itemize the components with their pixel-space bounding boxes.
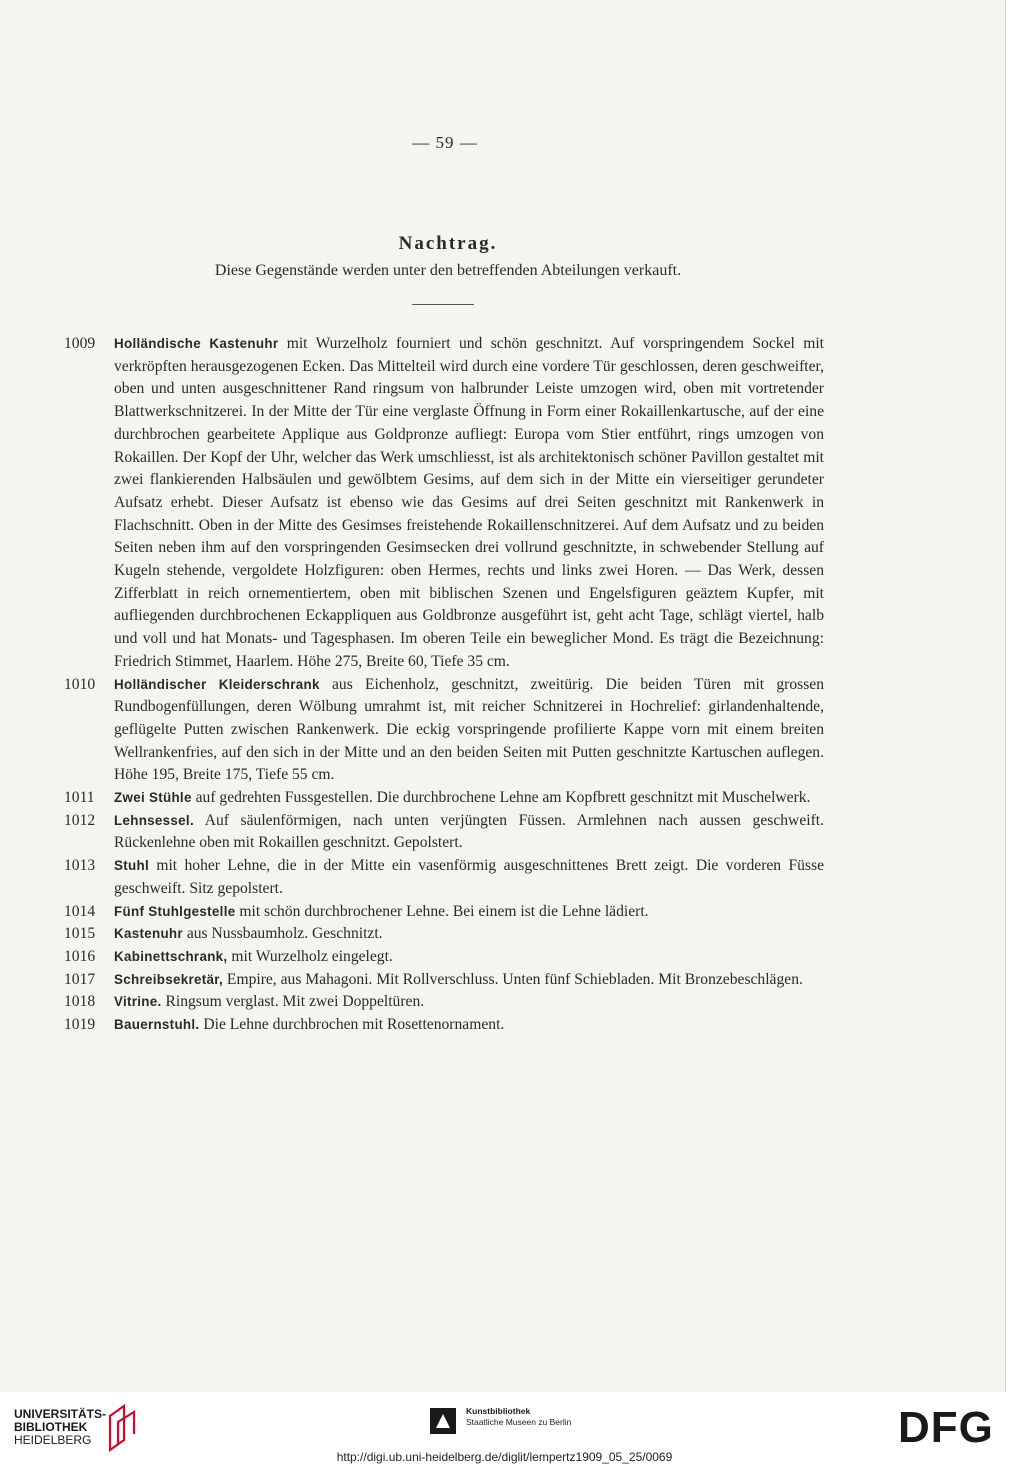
catalog-entry-1015 <box>64 923 824 946</box>
entry-text: Ringsum verglast. Mit zwei Doppeltüren. <box>161 993 425 1011</box>
entry-number: 1017 <box>64 970 96 988</box>
ub-logo-line: UNIVERSITÄTS- <box>14 1407 107 1421</box>
entry-text: Die Lehne durchbrochen mit Rosettenornament. <box>199 1016 505 1034</box>
entry-number: 1010 <box>64 675 96 693</box>
kunstbibliothek-logo-icon <box>430 1408 456 1434</box>
catalog-entry-1019 <box>64 1014 824 1037</box>
catalog-entry-1011 <box>64 787 824 810</box>
entry-number: 1011 <box>64 789 95 807</box>
entry-number: 1019 <box>64 1016 96 1034</box>
ub-heidelberg-logo-icon <box>104 1404 140 1452</box>
page-subheading: Diese Gegenstände werden unter den betreffenden Abteilungen verkauft. <box>214 262 682 279</box>
entry-title: Kabinettschrank, <box>114 948 228 964</box>
catalog-entry-1014 <box>64 901 824 924</box>
ub-heidelberg-logo[interactable] <box>14 1408 106 1447</box>
entry-number: 1012 <box>64 811 96 829</box>
catalog-entry-1016 <box>64 946 824 969</box>
entry-number: 1016 <box>64 947 96 965</box>
permalink-url[interactable]: http://digi.ub.uni-heidelberg.de/diglit/lempertz1909_05_25/0069 <box>336 1450 673 1464</box>
catalog-entry-1017 <box>64 969 824 992</box>
entry-number: 1018 <box>64 993 96 1011</box>
catalog-entries <box>64 333 824 1037</box>
kb-line: Kunstbibliothek <box>466 1406 531 1416</box>
entry-text: mit hoher Lehne, die in der Mitte ein vasenförmig ausgeschnittenes Brett zeigt. Die vorderen Füsse geschweift. Sitz gepolstert. <box>114 857 824 897</box>
catalog-entry-1018 <box>64 991 824 1014</box>
kunstbibliothek-text <box>466 1406 571 1428</box>
ub-logo-line: BIBLIOTHEK <box>14 1420 88 1434</box>
entry-text: aus Nussbaumholz. Geschnitzt. <box>182 925 383 943</box>
catalog-entry-1013 <box>64 855 824 900</box>
entry-text: mit Wurzelholz eingelegt. <box>227 947 393 965</box>
entry-title: Bauernstuhl. <box>114 1017 200 1033</box>
entry-title: Schreibsekretär, <box>114 971 224 987</box>
entry-title: Lehnsessel. <box>114 812 194 828</box>
catalog-entry-1010 <box>64 674 824 788</box>
ub-logo-line: HEIDELBERG <box>14 1433 92 1447</box>
entry-text: auf gedrehten Fussgestellen. Die durchbrochene Lehne am Kopfbrett geschnitzt mit Muschelwerk. <box>191 789 811 807</box>
entry-number: 1014 <box>64 902 96 920</box>
entry-title: Fünf Stuhlgestelle <box>114 903 236 919</box>
page-number: — 59 — <box>412 133 478 152</box>
catalog-entry-1012 <box>64 810 824 855</box>
entry-text: aus Eichenholz, geschnitzt, zweitürig. Die beiden Türen mit grossen Rundbogenfüllungen, deren Wölbung umrahmt ist, mit reicher Schnitzerei in Hochrelief: girlandenhaltende, geflügelte Putten zwischen Rankenwerk. Die eckig vorspringende profilierte Kappe vorn mit einem breiten Wellrankenfries, auf den sich in der Mitte und an den beiden Seiten mit Putten geschnitzte Kartuschen auflegen. Höhe 195, Breite 175, Tiefe 55 cm. <box>114 675 824 784</box>
entry-text: Auf säulenförmigen, nach unten verjüngten Füssen. Armlehnen nach aussen geschweift. Rückenlehne oben mit Rokaillen geschnitzt. Gepolstert. <box>114 811 824 852</box>
entry-title: Zwei Stühle <box>114 790 192 806</box>
catalog-entry-1009 <box>64 333 824 674</box>
entry-title: Kastenuhr <box>114 926 183 942</box>
entry-text: Empire, aus Mahagoni. Mit Rollverschluss. Unten fünf Schiebladen. Mit Bronzebeschlägen. <box>223 970 803 988</box>
entry-number: 1015 <box>64 925 96 943</box>
entry-title: Holländische Kastenuhr <box>114 336 279 351</box>
kb-line: Staatliche Museen zu Berlin <box>466 1417 572 1427</box>
divider-rule <box>412 304 474 305</box>
entry-number: 1013 <box>64 857 96 875</box>
entry-title: Stuhl <box>114 858 149 874</box>
entry-text: mit Wurzelholz fourniert und schön geschnitzt. Auf vorspringendem Sockel mit verkröpften herausgezogenen Ecken. Das Mittelteil wird durch eine vordere Tür geschlossen, deren geschweifter, oben und unten ausgeschnittener Rand ringsum von halbrunder Leiste umzogen wird, oben mit vortretender Blattwerkschnitzerei. In der Mitte der Tür eine verglaste Öffnung in Form einer Rokaillenkartusche, auf der eine durchbrochen gearbeitete Applique aus Goldpronze aufliegt: Europa vom Stier entführt, rings umzogen von Rokaillen. Der Kopf der Uhr, welcher das Werk umschliesst, ist als architektonisch schöner Pavillon gestaltet mit zwei flankierenden Halbsäulen und gewölbtem Gesims, auf dem sich in der Mitte ein vierseitiger gerundeter Aufsatz erhebt. Dieser Aufsatz ist ebenso wie das Gesims auf drei Seiten geschnitzt mit Rankenwerk in Flachschnitt. Oben in der Mitte des Gesimses freistehende Rokaillenschnitzerei. Auf dem Aufsatz und zu beiden Seiten neben ihm auf den vorspringenden Gesimsecken drei vollrund geschnitzte, in schwebender Stellung auf Kugeln stehende, vergoldete Holzfiguren: oben Hermes, rechts und links zwei Horen. — Das Werk, dessen Zifferblatt in reich ornementiertem, oben mit biblischen Szenen und Engelsfiguren geäztem Kupfer, mit aufliegenden durchbrochenen Eckappliquen aus Goldbronze ausgeführt ist, geht acht Tage, schlägt viertel, halb und voll und hat Monats- und Tagesphasen. Im oberen Teile ein beweglicher Mond. Es trägt die Bezeichnung: Friedrich Stimmet, Haarlem. Höhe 275, Breite 60, Tiefe 35 cm. <box>114 335 824 670</box>
dfg-logo[interactable]: DFG <box>898 1403 994 1452</box>
entry-title: Holländischer Kleiderschrank <box>114 676 320 692</box>
entry-title: Vitrine. <box>114 994 162 1010</box>
entry-number: 1009 <box>64 335 96 352</box>
entry-text: mit schön durchbrochener Lehne. Bei einem ist die Lehne lädiert. <box>235 902 649 920</box>
page-heading: Nachtrag. <box>398 233 498 254</box>
